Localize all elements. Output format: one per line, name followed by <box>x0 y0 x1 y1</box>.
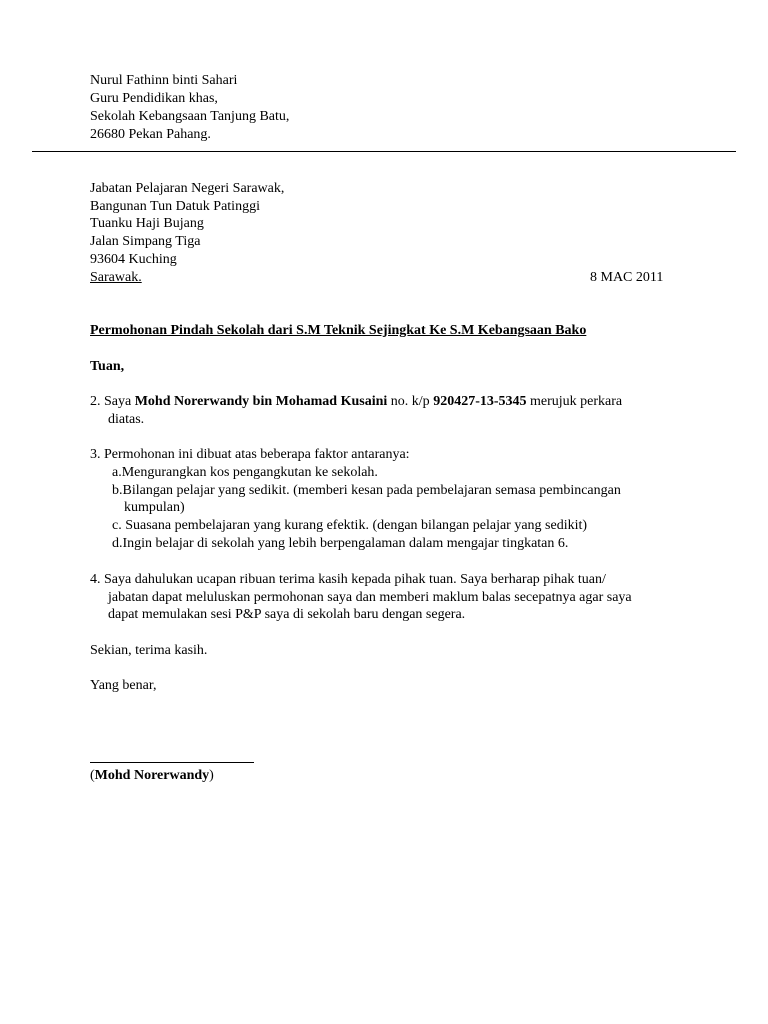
signature-line <box>90 762 254 763</box>
paragraph-2-line-1 <box>90 393 622 410</box>
closing-yours: Yang benar, <box>90 678 157 693</box>
para2-mid: no. k/p <box>387 394 434 409</box>
letter-date: 8 MAC 2011 <box>590 270 664 285</box>
salutation <box>90 358 124 375</box>
recipient-line-6: Sarawak. <box>90 270 142 285</box>
recipient-line-1: Jabatan Pelajaran Negeri Sarawak, <box>90 181 285 196</box>
reason-a: a.Mengurangkan kos pengangkutan ke sekolah. <box>112 465 378 480</box>
reason-b-continued: kumpulan) <box>124 500 185 515</box>
closing-thanks: Sekian, terima kasih. <box>90 643 208 658</box>
signature-name-text: Mohd Norerwandy <box>94 768 210 783</box>
recipient-line-3: Tuanku Haji Bujang <box>90 216 204 231</box>
paragraph-3-intro: 3. Permohonan ini dibuat atas beberapa faktor antaranya: <box>90 447 410 462</box>
reason-d: d.Ingin belajar di sekolah yang lebih berpengalaman dalam mengajar tingkatan 6. <box>112 536 569 551</box>
sender-position: Guru Pendidikan khas, <box>90 91 218 106</box>
recipient-line-4: Jalan Simpang Tiga <box>90 234 201 249</box>
applicant-name: Mohd Norerwandy bin Mohamad Kusaini <box>134 394 388 409</box>
paragraph-4-line-2: jabatan dapat meluluskan permohonan saya dan memberi maklum balas secepatnya agar saya <box>108 590 632 605</box>
paragraph-4-line-1: 4. Saya dahulukan ucapan ribuan terima kasih kepada pihak tuan. Saya berharap pihak tuan/ <box>90 572 606 587</box>
ic-number: 920427-13-5345 <box>433 394 527 409</box>
signature-close-paren: ) <box>209 768 214 783</box>
paragraph-4-line-3: dapat memulakan sesi P&P saya di sekolah baru dengan segera. <box>108 607 466 622</box>
subject-text: Permohonan Pindah Sekolah dari S.M Teknik Sejingkat Ke S.M Kebangsaan Bako <box>90 323 587 338</box>
reason-c: c. Suasana pembelajaran yang kurang efektik. (dengan bilangan pelajar yang sedikit) <box>112 518 588 533</box>
sender-school: Sekolah Kebangsaan Tanjung Batu, <box>90 109 290 124</box>
signature-open-paren: ( <box>90 768 95 783</box>
para2-suffix: merujuk perkara <box>526 394 623 409</box>
salutation-text: Tuan, <box>90 359 125 374</box>
sender-name: Nurul Fathinn binti Sahari <box>90 73 238 88</box>
recipient-line-2: Bangunan Tun Datuk Patinggi <box>90 199 260 214</box>
para2-prefix: 2. Saya <box>90 394 135 409</box>
reason-b: b.Bilangan pelajar yang sedikit. (memberi kesan pada pembelajaran semasa pembincangan <box>112 483 621 498</box>
signature-name <box>90 767 214 784</box>
header-divider <box>32 151 736 152</box>
recipient-line-5: 93604 Kuching <box>90 252 177 267</box>
paragraph-2-line-2: diatas. <box>108 412 145 427</box>
subject-line <box>90 322 586 339</box>
sender-postcode-town: 26680 Pekan Pahang. <box>90 127 211 142</box>
